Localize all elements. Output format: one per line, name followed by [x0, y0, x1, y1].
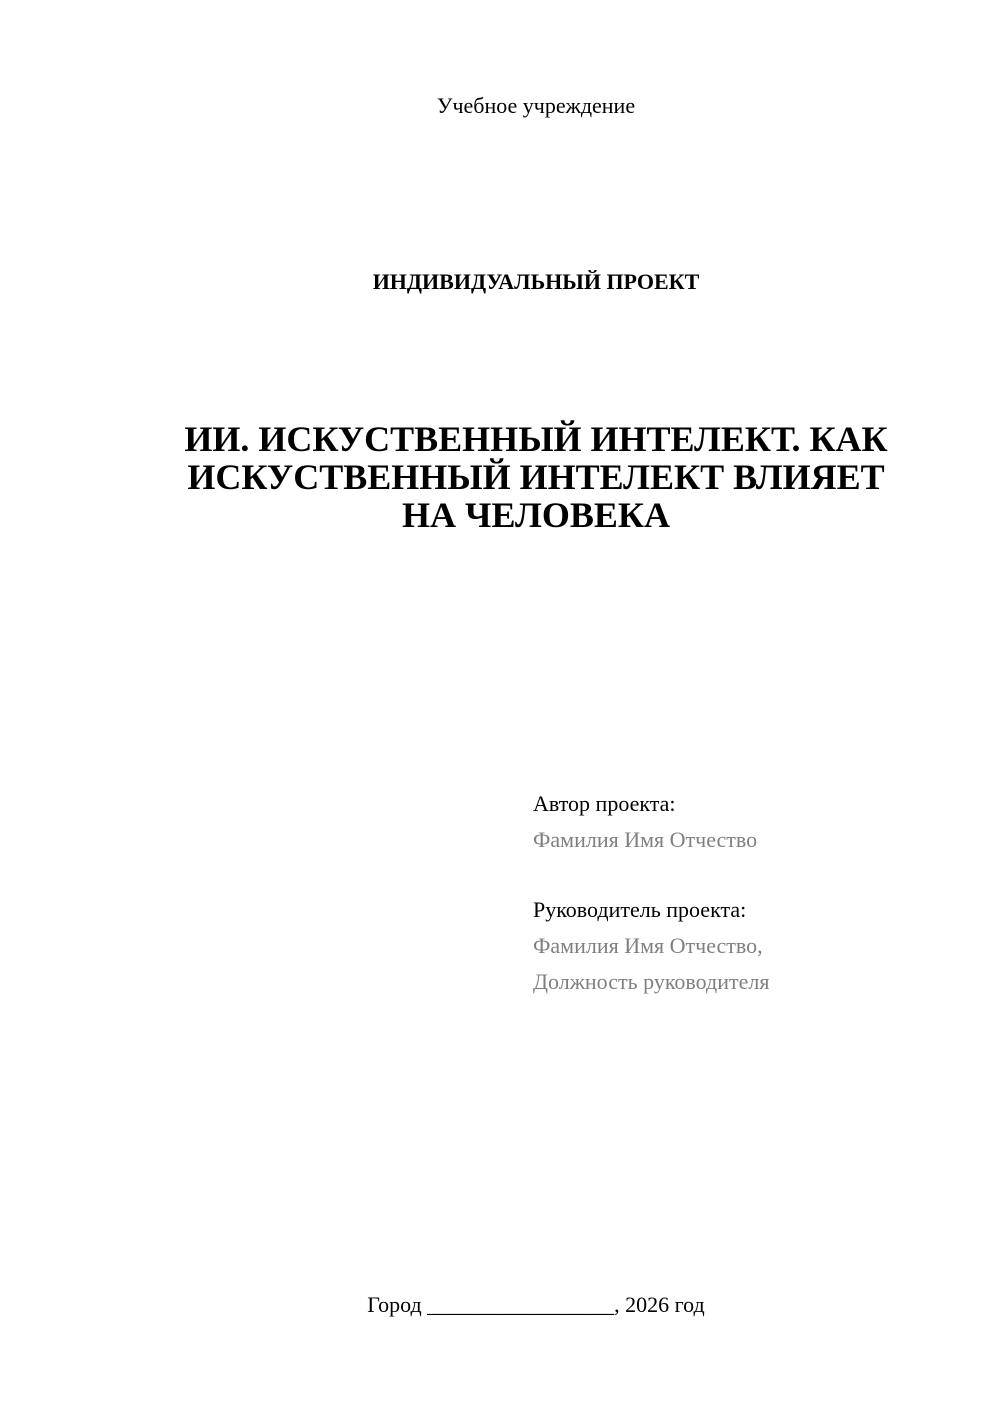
project-title-line-2: ИСКУСТВЕННЫЙ ИНТЕЛЕКТ ВЛИЯЕТ	[187, 457, 885, 497]
project-title	[150, 420, 922, 534]
supervisor-position-placeholder: Должность руководителя	[533, 969, 770, 994]
institution-name: Учебное учреждение	[436, 93, 636, 118]
author-block	[533, 786, 973, 858]
city-label: Город	[367, 1292, 422, 1317]
supervisor-label: Руководитель проекта:	[533, 897, 747, 922]
year-text: , 2026 год	[614, 1292, 705, 1317]
supervisor-name-placeholder: Фамилия Имя Отчество,	[533, 933, 763, 958]
author-label: Автор проекта:	[533, 791, 676, 816]
project-title-line-3: НА ЧЕЛОВЕКА	[402, 495, 670, 535]
project-title-line-1: ИИ. ИСКУСТВЕННЫЙ ИНТЕЛЕКТ. КАК	[184, 419, 888, 459]
supervisor-block	[533, 892, 973, 1000]
city-blank: _________________	[427, 1292, 615, 1317]
city-year-line	[0, 1290, 1000, 1320]
project-type-heading: ИНДИВИДУАЛЬНЫЙ ПРОЕКТ	[372, 269, 700, 294]
author-name-placeholder: Фамилия Имя Отчество	[533, 827, 758, 852]
